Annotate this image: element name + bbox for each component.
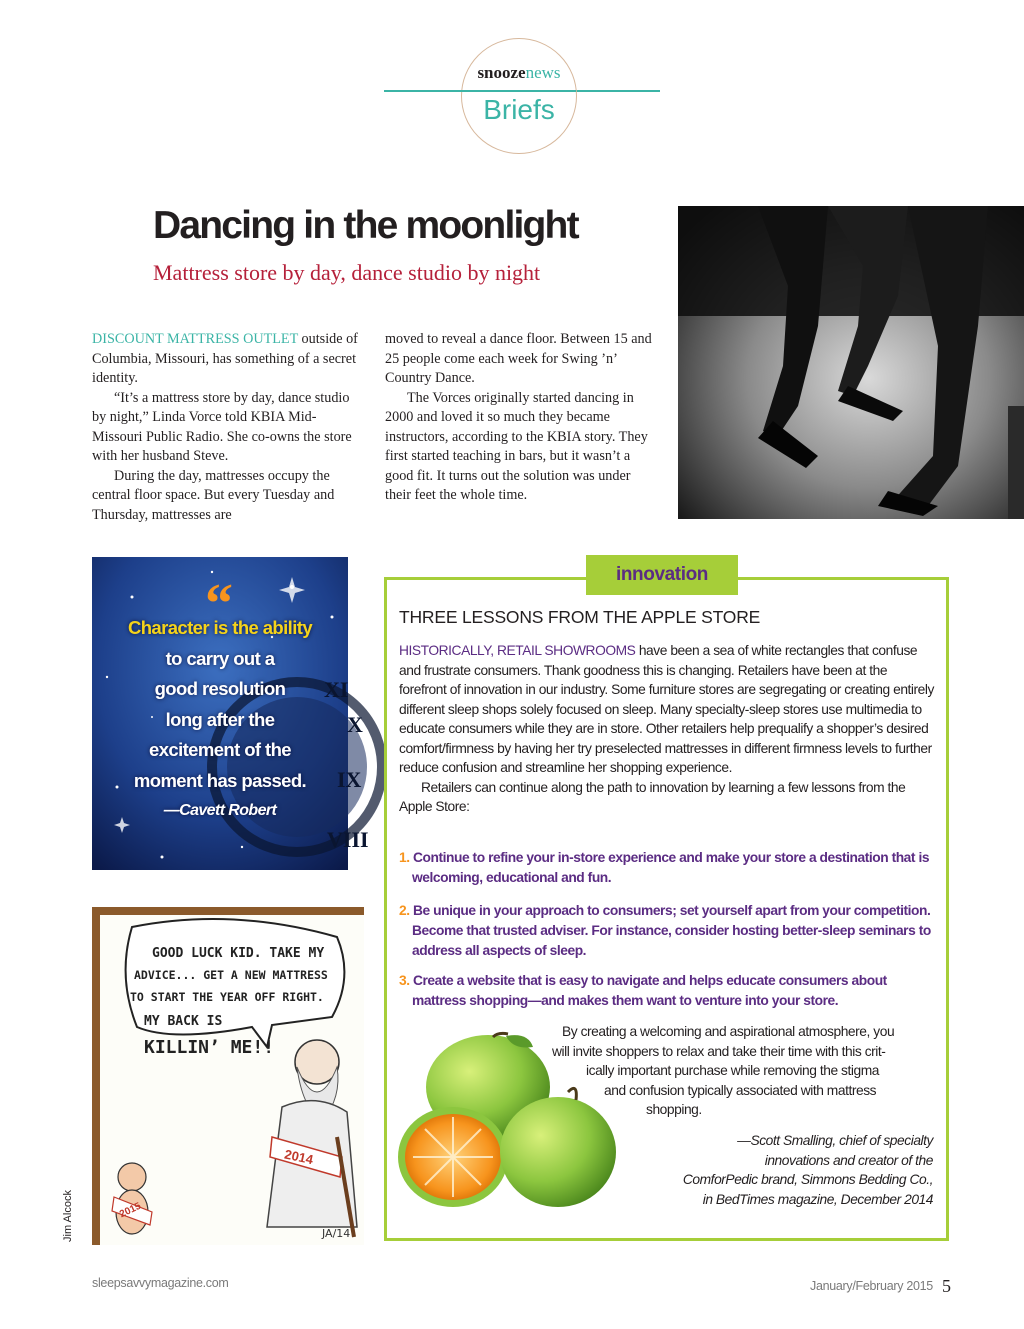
innovation-title: THREE LESSONS FROM THE APPLE STORE bbox=[399, 607, 761, 627]
innovation-lead: HISTORICALLY, RETAIL SHOWROOMS bbox=[399, 643, 636, 658]
innovation-closing bbox=[540, 1022, 935, 1120]
closing-line: and confusion typically associated with mattress bbox=[604, 1082, 877, 1098]
quote-text bbox=[92, 613, 348, 827]
sash-2015: 2015 bbox=[118, 1200, 143, 1221]
quote-line: long after the bbox=[165, 708, 275, 730]
article-subhead: Mattress store by day, dance studio by night bbox=[153, 260, 541, 285]
article-paragraph: The Vorces originally started dancing in 2000 and loved it so much they became instructors, according to the KBIA story. They first started teaching in bars, but it wasn’t a good fit. It turns out the solution was under their feet the whole time. bbox=[385, 389, 648, 503]
svg-text:XI: XI bbox=[324, 677, 349, 702]
quote-mark: “ bbox=[205, 573, 233, 635]
lesson-text: Continue to refine your in-store experience and make your store a destination that is welcoming, educational and fun. bbox=[412, 850, 930, 885]
innovation-paragraph bbox=[399, 641, 937, 778]
brand-snooze: snooze bbox=[477, 63, 526, 82]
svg-text:X: X bbox=[347, 712, 363, 737]
svg-text:IX: IX bbox=[337, 767, 362, 792]
logo-divider-inner bbox=[462, 90, 576, 92]
quote-attribution: —Cavett Robert bbox=[163, 802, 277, 819]
closing-line: will invite shoppers to relax and take their time with this crit- bbox=[552, 1043, 886, 1059]
innovation-text: have been a sea of white rectangles that confuse and frustrate consumers. Thank goodness this is changing. Retailers have been at the forefront of innovation in our industry. Some furniture stores are segregating or creating entirely different sleep shops solely focused on sleep. Many specialty-sleep stores use multimedia to educate consumers while they are in store. Other retailers help prequalify a shopper’s desired comfort/firmness by having her try preselected mattresses in different firmness levels to further reduce confusion and streamline her shopping experience. bbox=[399, 643, 934, 775]
brand-logo bbox=[461, 63, 577, 83]
lesson-item bbox=[399, 848, 937, 888]
lesson-number: 3. bbox=[399, 973, 410, 988]
innovation-tab: innovation bbox=[586, 555, 738, 595]
article-paragraph: moved to reveal a dance floor. Between 15 and 25 people come each week for Swing ’n’ Country Dance. bbox=[385, 331, 652, 386]
closing-line: By creating a welcoming and aspirational atmosphere, you bbox=[562, 1024, 895, 1039]
lesson-item bbox=[399, 901, 937, 961]
innovation-paragraph: Retailers can continue along the path to innovation by learning a few lessons from the Apple Store: bbox=[399, 779, 906, 814]
brand-news: news bbox=[525, 63, 561, 82]
lesson-text: Be unique in your approach to consumers; set yourself apart from your competition. Become that trusted adviser. For instance, consider hosting better-sleep seminars to address all aspects of sleep. bbox=[412, 903, 931, 958]
attribution-line: in BedTimes magazine, December 2014 bbox=[702, 1191, 933, 1207]
cartoon-credit: Jim Alcock bbox=[62, 1190, 74, 1242]
article-paragraph bbox=[92, 330, 362, 389]
cartoon-speech-4: MY BACK IS bbox=[144, 1014, 223, 1029]
article-column-2 bbox=[385, 330, 657, 506]
lesson-text: Create a website that is easy to navigate and helps educate consumers about mattress shopping—and makes them want to venture into your store. bbox=[412, 973, 887, 1008]
cartoon-graphic bbox=[92, 907, 364, 1245]
logo-divider-front bbox=[384, 90, 462, 92]
dancers-photo-graphic bbox=[678, 206, 1024, 519]
footer-website: sleepsavvymagazine.com bbox=[92, 1276, 229, 1290]
dancers-photo bbox=[678, 206, 1024, 519]
quote-line: excitement of the bbox=[149, 739, 291, 760]
article-lead: DISCOUNT MATTRESS OUTLET bbox=[92, 331, 298, 347]
article-paragraph: “It’s a mattress store by day, dance studio by night,” Linda Vorce told KBIA Mid-Missouri Public Radio. She co-owns the store with her husband Steve. bbox=[92, 389, 352, 464]
logo-divider-front-right bbox=[577, 90, 660, 92]
quote-box bbox=[92, 557, 369, 870]
article-headline: Dancing in the moonlight bbox=[153, 204, 578, 247]
cartoon-illustration bbox=[92, 907, 364, 1245]
attribution-line: innovations and creator of the bbox=[764, 1152, 933, 1168]
cartoon-speech-2: ADVICE... GET A NEW MATTRESS bbox=[134, 968, 328, 982]
innovation-attribution bbox=[600, 1131, 933, 1209]
quote-line: to carry out a bbox=[165, 647, 275, 669]
quote-line: good resolution bbox=[154, 678, 286, 699]
lesson-number: 1. bbox=[399, 850, 410, 865]
lesson-number: 2. bbox=[399, 903, 410, 918]
page-number: 5 bbox=[942, 1276, 951, 1296]
attribution-line: —Scott Smalling, chief of specialty bbox=[737, 1133, 933, 1148]
sash-2014: 2014 bbox=[283, 1146, 315, 1168]
closing-line: shopping. bbox=[646, 1102, 702, 1117]
article-text: outside of Columbia, Missouri, has something of a secret identity. bbox=[92, 331, 358, 386]
lesson-item bbox=[399, 971, 937, 1011]
cartoon-speech-1: GOOD LUCK KID. TAKE MY bbox=[152, 946, 325, 961]
footer-issue: January/February 2015 bbox=[810, 1279, 933, 1293]
svg-text:VIII: VIII bbox=[327, 827, 369, 852]
article-paragraph: During the day, mattresses occupy the central floor space. But every Tuesday and Thursday, mattresses are bbox=[92, 467, 335, 523]
quote-line: Character is the ability bbox=[127, 617, 313, 638]
innovation-body bbox=[399, 641, 937, 817]
closing-line: ically important purchase while removing the stigma bbox=[586, 1063, 879, 1078]
section-title: Briefs bbox=[483, 94, 555, 125]
attribution-line: ComforPedic brand, Simmons Bedding Co., bbox=[682, 1172, 933, 1187]
article-column-1 bbox=[92, 330, 362, 525]
cartoon-signature: JA/14 bbox=[322, 1227, 351, 1240]
cartoon-speech-3: TO START THE YEAR OFF RIGHT. bbox=[130, 990, 324, 1004]
quote-line: moment has passed. bbox=[133, 769, 307, 791]
cartoon-speech-5: KILLIN’ ME!! bbox=[144, 1037, 275, 1058]
